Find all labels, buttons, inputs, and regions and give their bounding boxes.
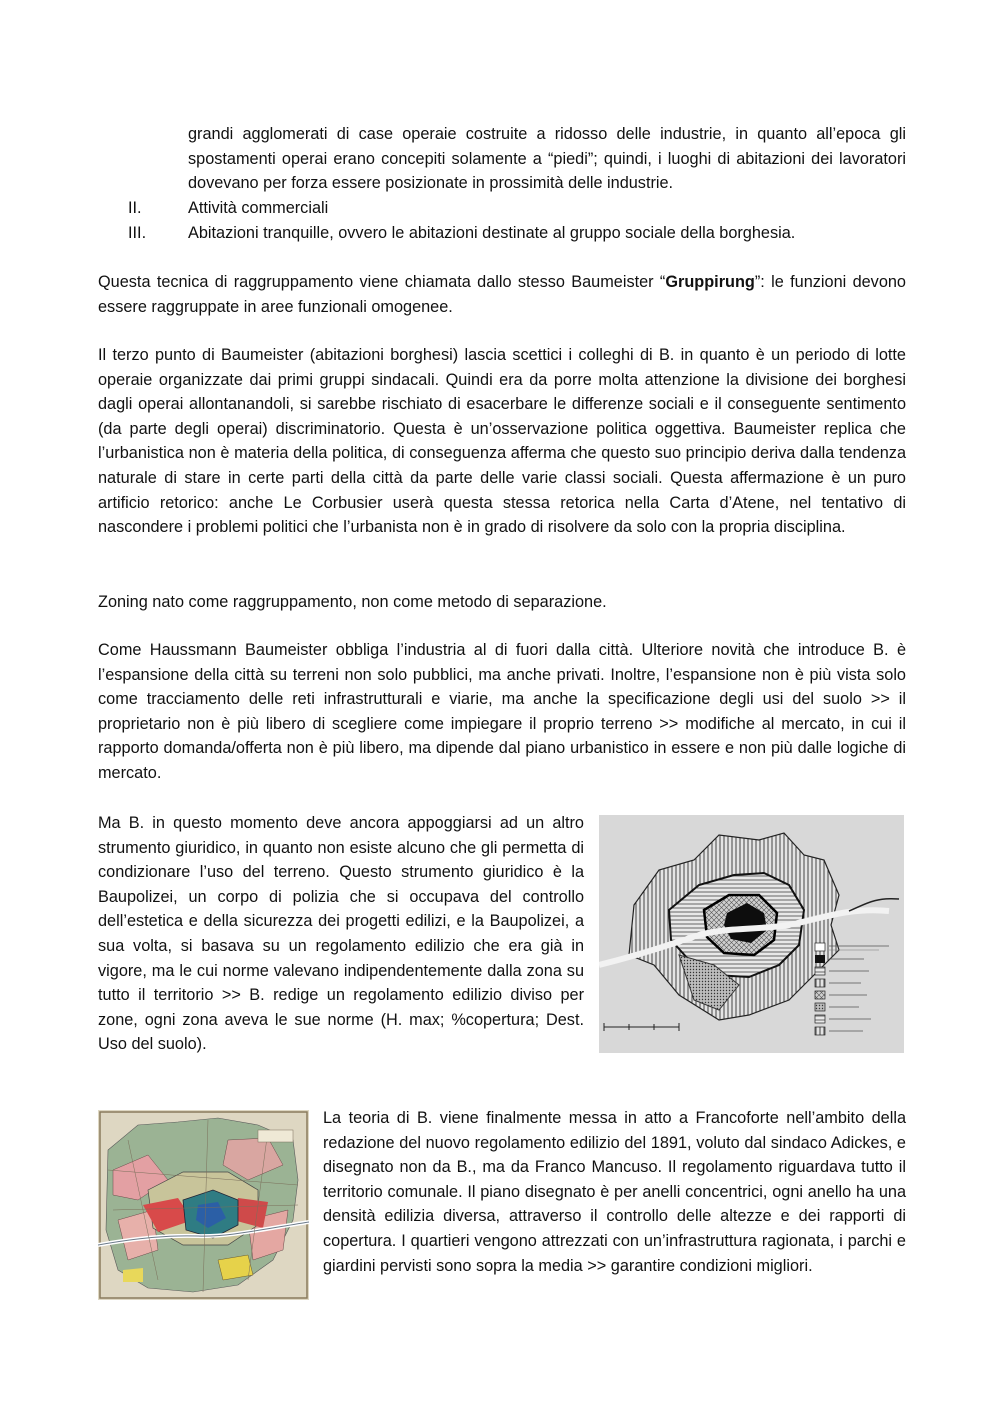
- bold-term: Gruppirung: [665, 273, 755, 291]
- list-number: II.: [128, 199, 142, 217]
- text-run: Questa tecnica di raggruppamento viene chiamata dallo stesso Baumeister “: [98, 273, 666, 291]
- frankfurt-plan-drawing: [98, 1110, 309, 1300]
- paragraph-frankfurt: La teoria di B. viene finalmente messa in atto a Francoforte nell’ambito della redazione del nuovo regolamento edilizio del 1891, voluto dal sindaco Adickes, e disegnato non da B., ma da Franco Mancuso. Il regolamento riguardava tutto il territorio comunale. Il piano disegnato è per anelli concentrici, ogni anello ha una densità edilizia diversa, attraverso il controllo delle altezze e dei rapporti di copertura. I quartieri vengono attrezzati con un’infrastruttura ragionata, i parchi e giardini pervisti sono sopra la media >> garantire condizioni migliori.: [323, 1109, 906, 1275]
- paragraph-gruppirung: [98, 270, 906, 319]
- list-text: Abitazioni tranquille, ovvero le abitazioni destinate al gruppo sociale della borghesia.: [188, 224, 796, 242]
- zoning-map-figure: [599, 815, 904, 1053]
- paragraph-third-point: Il terzo punto di Baumeister (abitazioni borghesi) lascia scettici i colleghi di B. in quanto è un periodo di lotte operaie organizzate dai primi gruppi sindacali. Quindi era da porre molta attenzione la divisione dei borghesi dagli operai allontanandoli, si sarebbe rischiato di esacerbare le differenze sociali e il conseguente sentimento (da parte degli operai) discriminatorio. Questa è un’osservazione politica oggettiva. Baumeister replica che l’urbanistica non è materia della politica, di conseguenza afferma che questo suo principio deriva dalla tendenza naturale di stare in certe parti della città da parte delle varie classi sociali. Questa affermazione è un puro artificio retorico: anche Le Corbusier userà questa stessa retorica nella Carta d’Atene, nel tentativo di nascondere i problemi politici che l’urbanista non è in grado di risolvere da solo con la propria disciplina.: [98, 346, 906, 537]
- list-item-continuation: grandi agglomerati di case operaie costruite a ridosso delle industrie, in quanto all’epoca gli spostamenti operai erano concepiti solamente a “piedi”; quindi, i luoghi di abitazioni dei lavoratori dovevano per forza essere posizionate in prossimità delle industrie.: [188, 125, 906, 193]
- text-run: ”: le funzioni devono essere raggruppate in aree funzionali omogenee.: [98, 273, 906, 316]
- paragraph-baupolizei: Ma B. in questo momento deve ancora appoggiarsi ad un altro strumento giuridico, in quanto non esiste alcuno che gli permetta di condizionare l’uso del terreno. Questo strumento giuridico è la Baupolizei, un corpo di polizia che si occupava del controllo dell’estetica e della sicurezza dei progetti edilizi, e la Baupolizei, a sua volta, si basava su un regolamento edilizio che era già in vigore, ma le cui norme valevano indipendentemente dalla zona su tutto il territorio >> B. redige un regolamento edilizio diviso per zone, ogni zona aveva le sue norme (H. max; %copertura; Dest. Uso del suolo).: [98, 814, 584, 1054]
- paragraph-haussmann: Come Haussmann Baumeister obbliga l’industria al di fuori dalla città. Ulteriore novità che introduce B. è l’espansione della città su terreni non solo pubblici, ma anche privati. Inoltre, l’espansione non è più vista solo come tracciamento delle reti infrastrutturali e viarie, ma anche la specificazione degli usi del suolo >> il proprietario non è più libero di scegliere come impiegare il proprio terreno >> modifiche al mercato, in cui il rapporto domanda/offerta non è più libero, ma dipende dal piano urbanistico in essere e non più dalle logiche di mercato.: [98, 641, 906, 782]
- list-number: III.: [128, 224, 147, 242]
- list-item: [98, 221, 906, 246]
- frankfurt-plan-figure: [98, 1110, 309, 1300]
- list-item: [98, 196, 906, 221]
- paragraph-zoning: Zoning nato come raggruppamento, non come metodo di separazione.: [98, 593, 607, 611]
- list-text: Attività commerciali: [188, 199, 329, 217]
- zoning-map-drawing: [599, 815, 904, 1053]
